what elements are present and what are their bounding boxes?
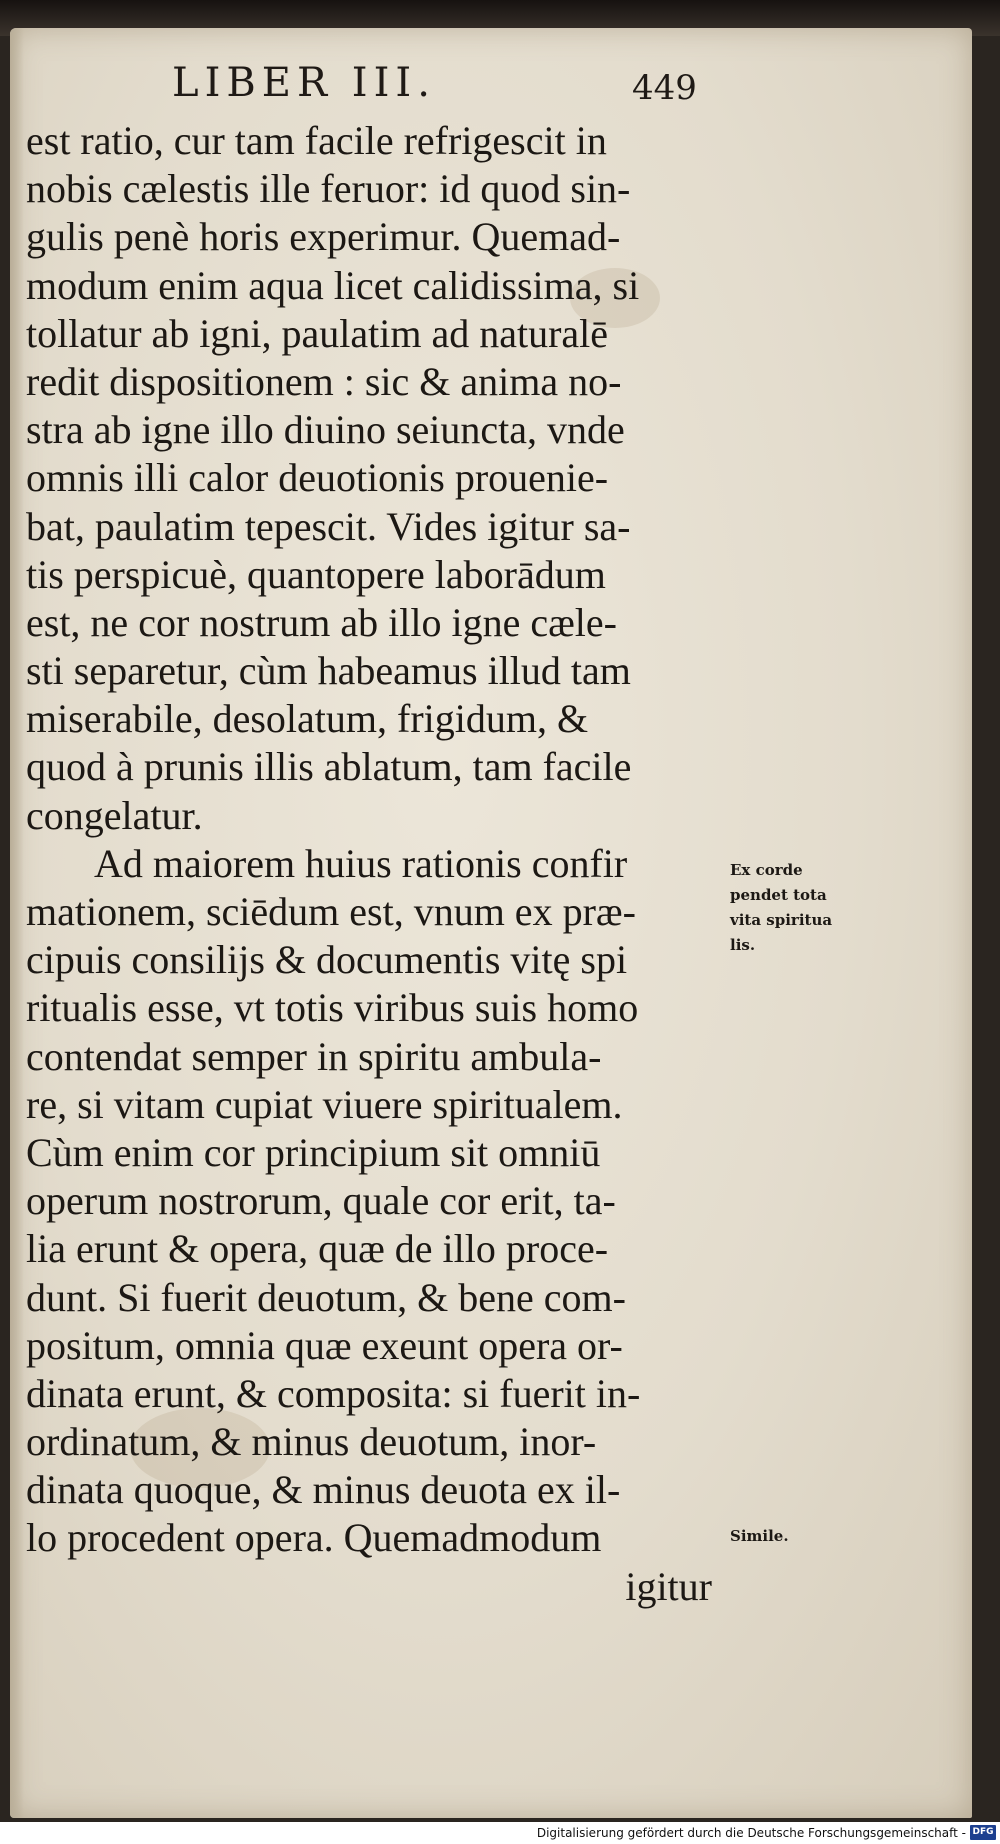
text-line: est ratio, cur tam facile refrigescit in (26, 118, 607, 163)
running-head: LIBER III. (172, 60, 436, 106)
paragraph-first-line: Ad maiorem huius rationis confir (94, 840, 628, 886)
text-line: est, ne cor nostrum ab illo igne cæle- (26, 599, 617, 645)
text-line: ritualis esse, vt totis viribus suis homo (26, 985, 639, 1031)
text-line: redit dispositionem : sic & anima no- (26, 358, 622, 404)
page-number: 449 (632, 68, 697, 108)
text-line: miserabile, desolatum, frigidum, & (26, 696, 589, 742)
marginal-note-line: pendet tota (730, 886, 827, 904)
text-line: lia erunt & opera, quæ de illo proce- (26, 1226, 609, 1272)
body-text (26, 117, 716, 1611)
text-line: cipuis consilijs & documentis vitę spi (26, 937, 628, 983)
text-line: mationem, sciēdum est, vnum ex præ- (26, 889, 636, 934)
marginal-note (730, 858, 900, 958)
text-line: dunt. Si fuerit deuotum, & bene com- (26, 1274, 626, 1320)
text-line: positum, omnia quæ exeunt opera or- (26, 1322, 623, 1368)
marginal-note-line: lis. (730, 936, 756, 954)
text-line: lo procedent opera. Quemadmodum (26, 1515, 602, 1561)
text-line: bat, paulatim tepescit. Vides igitur sa- (26, 503, 631, 549)
text-line: modum enim aqua licet calidissima, si (26, 262, 640, 308)
text-line: stra ab igne illo diuino seiuncta, vnde (26, 407, 625, 453)
marginal-note-line: Ex corde (730, 861, 803, 879)
text-line: dinata erunt, & composita: si fuerit in- (26, 1370, 641, 1416)
text-line: Cùm enim cor principium sit omniū (26, 1129, 601, 1175)
text-line: contendat semper in spiritu ambula- (26, 1033, 602, 1079)
page-edge (10, 28, 24, 1818)
marginal-note-line: vita spiritua (730, 911, 833, 929)
text-line: nobis cælestis ille feruor: id quod sin- (26, 166, 631, 212)
text-line: gulis penè horis experimur. Quemad- (26, 214, 621, 260)
text-line: tollatur ab igni, paulatim ad naturalē (26, 310, 609, 356)
text-line: ordinatum, & minus deuotum, inor- (26, 1419, 597, 1465)
text-line: tis perspicuè, quantopere laborādum (26, 551, 606, 597)
text-line: sti separetur, cùm habeamus illud tam (26, 648, 631, 694)
text-line: omnis illi calor deuotionis prouenie- (26, 455, 609, 501)
footer-bar (0, 1822, 1000, 1844)
text-line: congelatur. (26, 792, 203, 838)
text-line: re, si vitam cupiat viuere spiritualem. (26, 1081, 623, 1127)
text-line: dinata quoque, & minus deuota ex il- (26, 1467, 621, 1513)
funding-credit: Digitalisierung gefördert durch die Deutsche Forschungsgemeinschaft - (536, 1826, 966, 1840)
text-line: quod à prunis illis ablatum, tam facile (26, 744, 632, 790)
text-line: operum nostrorum, quale cor erit, ta- (26, 1178, 616, 1224)
dfg-logo-icon: DFG (970, 1825, 996, 1840)
marginal-note (730, 1524, 900, 1549)
marginal-note-line: Simile. (730, 1527, 789, 1545)
catchword: igitur (625, 1563, 712, 1609)
